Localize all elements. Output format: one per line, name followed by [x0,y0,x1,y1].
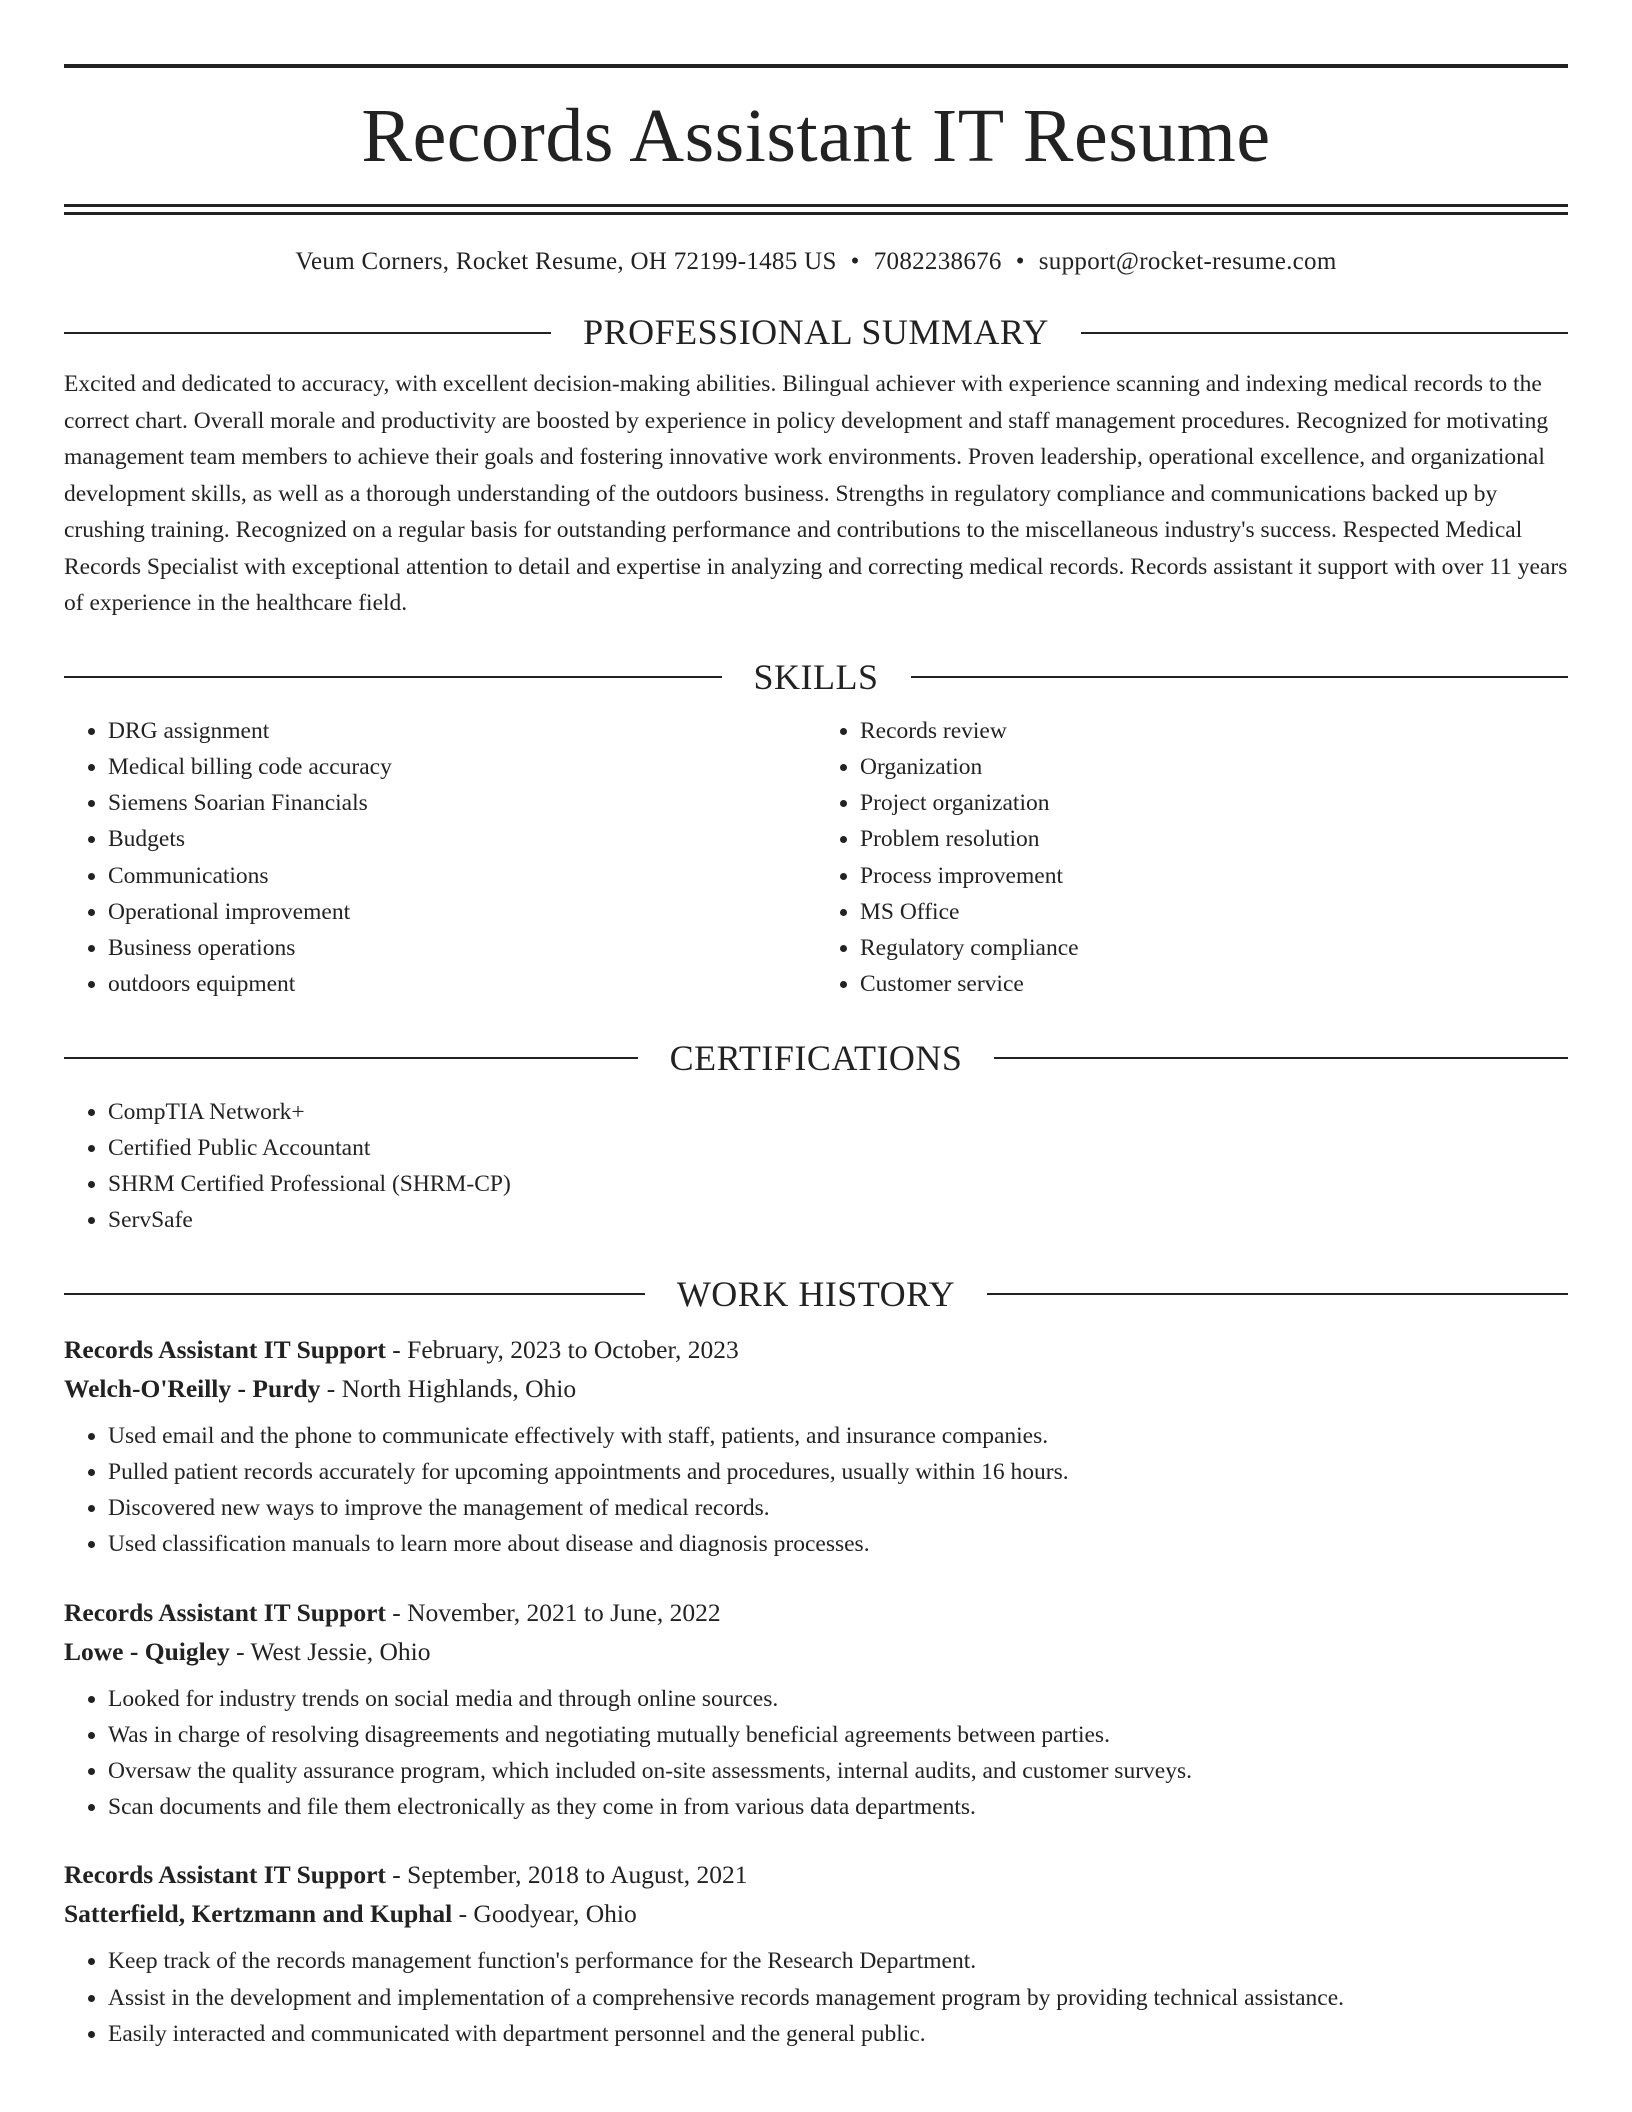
skill-item: • DRG assignment [108,713,816,749]
certification-item: • ServSafe [108,1202,1568,1238]
job-title: Records Assistant IT Support [64,1334,386,1364]
section-rule [64,676,722,678]
job-company: Satterfield, Kertzmann and Kuphal [64,1899,453,1929]
section-rule [64,1293,645,1295]
work-heading: WORK HISTORY [676,1273,956,1314]
contact-separator: • [850,248,860,275]
skill-item: • Problem resolution [860,821,1568,857]
job-bullet: • Was in charge of resolving disagreements and negotiating mutually beneficial agreements between parties. [108,1717,1568,1753]
skill-item: • Operational improvement [108,894,816,930]
section-rule [911,676,1569,678]
section-rule [994,1057,1568,1059]
skills-column-left [64,713,816,1003]
job-bullet: • Scan documents and file them electronically as they come in from various data departments. [108,1789,1568,1825]
certification-item: • Certified Public Accountant [108,1130,1568,1166]
job-title-line [64,1855,1568,1894]
resume-title: Records Assistant IT Resume [361,94,1271,178]
job-location: - Goodyear, Ohio [452,1899,637,1929]
section-rule [1081,332,1568,334]
job-title: Records Assistant IT Support [64,1597,386,1627]
skill-item: • Budgets [108,821,816,857]
skill-item: • Medical billing code accuracy [108,749,816,785]
job-dates: - November, 2021 to June, 2022 [385,1597,721,1627]
job-bullet: • Assist in the development and implementation of a comprehensive records management program by providing technical assistance. [108,1980,1568,2016]
contact-phone: 7082238676 [873,248,1002,275]
section-rule [987,1293,1568,1295]
certification-item: • CompTIA Network+ [108,1094,1568,1130]
top-rule [64,64,1568,68]
summary-text: Excited and dedicated to accuracy, with excellent decision-making abilities. Bilingual achiever with experience scanning and indexing medical records to the correct chart. Overall morale and productivity are boosted by experience in policy development and staff management procedures. Recognized for motivating management team members to achieve their goals and fostering innovative work environments. Proven leadership, operational excellence, and organizational development skills, as well as a thorough understanding of the outdoors business. Strengths in regulatory compliance and communications backed up by crushing training. Recognized on a regular basis for outstanding performance and contributions to the miscellaneous industry's success. Respected Medical Records Specialist with exceptional attention to detail and expertise in analyzing and correcting medical records. Records assistant it support with over 11 years of experience in the healthcare field. [64,371,1568,617]
contact-separator: • [1015,248,1025,275]
job-dates: - September, 2018 to August, 2021 [385,1860,748,1890]
certification-item: • SHRM Certified Professional (SHRM-CP) [108,1166,1568,1202]
work-section-header [64,1273,1568,1316]
job-bullets [64,1681,1568,1826]
summary-heading: PROFESSIONAL SUMMARY [583,312,1049,352]
contact-line [64,247,1568,277]
job-company: Lowe - Quigley [64,1636,230,1666]
job-company-line [64,1894,1568,1933]
skill-item: • Business operations [108,930,816,966]
job-bullets [64,1943,1568,2052]
skill-item: • Regulatory compliance [860,930,1568,966]
job-location: - West Jessie, Ohio [229,1636,431,1666]
skill-item: • Organization [860,749,1568,785]
skills-section-header [64,656,1568,699]
skill-item: • outdoors equipment [108,966,816,1002]
certifications-list [64,1094,1568,1239]
job-title: Records Assistant IT Support [64,1860,386,1890]
job-dates: - February, 2023 to October, 2023 [385,1334,739,1364]
skill-item: • Project organization [860,785,1568,821]
skills-heading: SKILLS [753,656,879,697]
job-company-line [64,1369,1568,1408]
resume-page [64,64,1568,2052]
skill-item: • Process improvement [860,858,1568,894]
job-bullet: • Oversaw the quality assurance program, which included on-site assessments, internal audits, and customer surveys. [108,1753,1568,1789]
job-entry [64,1593,1568,1826]
skill-item: • Customer service [860,966,1568,1002]
job-bullet: • Used email and the phone to communicate effectively with staff, patients, and insurance companies. [108,1418,1568,1454]
section-rule [64,332,551,334]
skill-item: • Communications [108,858,816,894]
job-bullets [64,1418,1568,1563]
job-title-line [64,1330,1568,1369]
section-rule [64,1057,638,1059]
certifications-section-header [64,1037,1568,1080]
contact-address: Veum Corners, Rocket Resume, OH 72199-1485 US [295,248,837,275]
job-bullet: • Easily interacted and communicated with department personnel and the general public. [108,2016,1568,2052]
job-bullet: • Looked for industry trends on social media and through online sources. [108,1681,1568,1717]
skills-list [64,713,1568,1003]
job-entry [64,1855,1568,2052]
job-bullet: • Keep track of the records management function's performance for the Research Department. [108,1943,1568,1979]
job-entry [64,1330,1568,1563]
title-double-rule [64,204,1568,215]
summary-section-header [64,311,1568,354]
job-bullet: • Used classification manuals to learn more about disease and diagnosis processes. [108,1526,1568,1562]
skill-item: • Siemens Soarian Financials [108,785,816,821]
job-title-line [64,1593,1568,1632]
job-bullet: • Pulled patient records accurately for upcoming appointments and procedures, usually within 16 hours. [108,1454,1568,1490]
skills-column-right [816,713,1568,1003]
skill-item: • Records review [860,713,1568,749]
job-bullet: • Discovered new ways to improve the management of medical records. [108,1490,1568,1526]
contact-email: support@rocket-resume.com [1038,248,1337,275]
job-location: - North Highlands, Ohio [320,1373,577,1403]
certifications-heading: CERTIFICATIONS [669,1037,963,1078]
job-company: Welch-O'Reilly - Purdy [64,1373,321,1403]
skill-item: • MS Office [860,894,1568,930]
job-company-line [64,1632,1568,1671]
